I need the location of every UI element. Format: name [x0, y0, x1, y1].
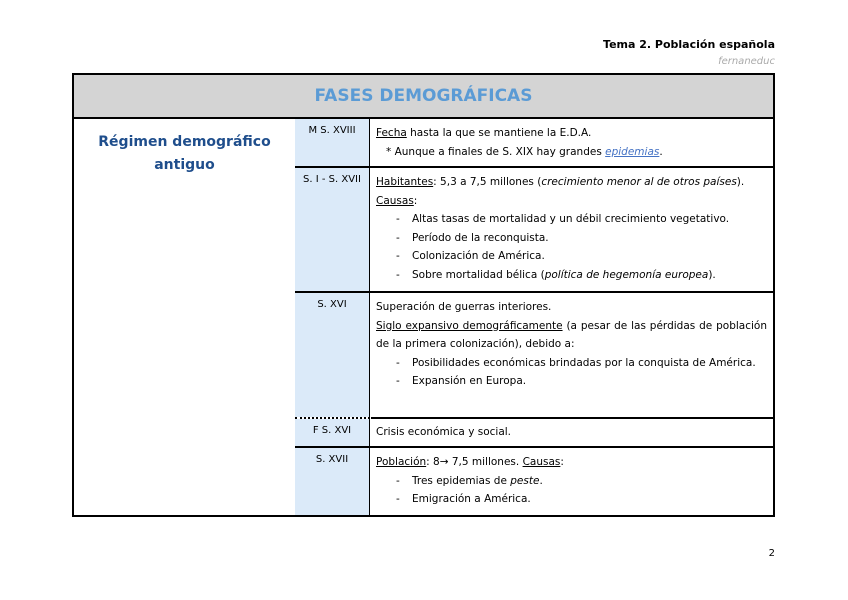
regime-title-line2: antiguo: [154, 157, 215, 173]
last-item-italic: política de hegemonía europea: [544, 268, 709, 281]
item1-suffix: .: [539, 474, 543, 487]
list-item: - Colonización de América.: [396, 247, 767, 266]
regime-cell: [74, 119, 297, 515]
note-prefix: * Aunque a finales de S. XIX hay grandes: [386, 145, 606, 158]
description-cell-4: [371, 419, 773, 446]
fecha-line: [376, 124, 767, 143]
period-cell-5: [295, 448, 370, 515]
habitantes-label: Habitantes: [376, 176, 434, 188]
period-cell-2: [295, 168, 370, 291]
regime-title: [74, 131, 295, 177]
period-label: S. XVI: [317, 299, 347, 310]
description-cell-2: [371, 168, 773, 291]
fecha-text: hasta la que se mantiene la E.D.A.: [406, 127, 592, 139]
last-item-suffix: ).: [708, 268, 716, 281]
item1-prefix: Tres epidemias de: [412, 474, 511, 487]
description-cell-1: [371, 119, 773, 166]
list-item: - Emigración a América.: [396, 490, 767, 509]
crisis-line: Crisis económica y social.: [376, 426, 512, 438]
note-suffix: .: [659, 145, 663, 158]
document-title: Tema 2. Población española: [603, 38, 775, 51]
causes-list: [376, 210, 767, 284]
period-cell-4: [295, 419, 370, 446]
fecha-label: Fecha: [376, 127, 407, 139]
period-label: M S. XVIII: [308, 125, 356, 136]
note-line: [376, 143, 767, 162]
period-label: S. I - S. XVII: [303, 174, 361, 185]
list-item: - Período de la reconquista.: [396, 229, 767, 248]
causas-line: [376, 192, 767, 211]
causas-colon: :: [413, 194, 418, 207]
habitantes-text: : 5,3 a 7,5 millones (: [433, 176, 542, 188]
period-label: F S. XVI: [312, 425, 352, 436]
causas-label: Causas: [522, 456, 561, 468]
reasons-list: [376, 354, 767, 391]
phases-table: [72, 73, 775, 517]
superacion-line: Superación de guerras interiores.: [376, 301, 552, 313]
poblacion-label: Población: [376, 456, 427, 468]
siglo-paragraph: [376, 317, 767, 354]
period-label: S. XVII: [315, 454, 349, 465]
poblacion-line: [376, 453, 767, 472]
description-cell-3: [371, 293, 773, 417]
item1-italic: peste: [510, 474, 540, 487]
regime-title-line1: Régimen demográfico: [98, 134, 271, 150]
siglo-text: (a pesar de las pérdidas de población de la primera colonización), debido a:: [376, 319, 767, 350]
causes-list: [376, 472, 767, 509]
poblacion-text: : 8→ 7,5 millones.: [426, 456, 523, 468]
habitantes-end: ).: [736, 176, 745, 188]
period-cell-1: [295, 119, 370, 166]
table-heading: FASES DEMOGRÁFICAS: [74, 75, 773, 119]
causas-label: Causas: [376, 194, 414, 207]
author-name: fernaneduc: [718, 56, 775, 67]
list-item: - Altas tasas de mortalidad y un débil crecimiento vegetativo.: [396, 210, 767, 229]
list-item: - Expansión en Europa.: [396, 372, 767, 391]
description-cell-5: [371, 448, 773, 515]
last-item-prefix: Sobre mortalidad bélica (: [412, 268, 545, 281]
list-item: [396, 472, 767, 491]
causas-colon: :: [560, 456, 564, 468]
page-number: 2: [768, 548, 775, 559]
epidemias-link[interactable]: epidemias: [605, 145, 660, 158]
habitantes-italic: crecimiento menor al de otros países: [541, 176, 737, 188]
siglo-label: Siglo expansivo demográficamente: [376, 319, 563, 332]
period-cell-3: [295, 293, 370, 417]
habitantes-line: [376, 173, 767, 192]
list-item: - Posibilidades económicas brindadas por la conquista de América.: [396, 354, 767, 373]
list-item: [396, 266, 767, 285]
